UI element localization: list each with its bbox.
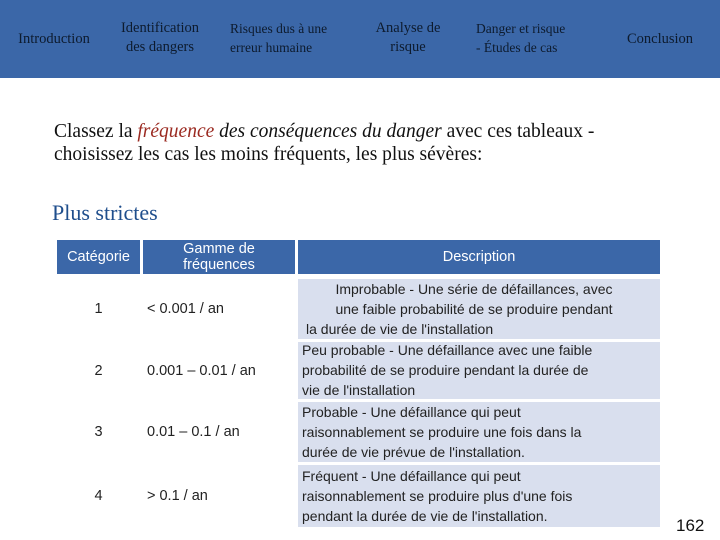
nav-analyse-de-risque[interactable]: [362, 19, 454, 57]
description-line: Probable - Une défaillance qui peut: [302, 404, 521, 420]
slide-heading: [54, 120, 634, 166]
nav-label-line-2: risque: [390, 39, 426, 55]
description-line: une faible probabilité de se produire pendant: [335, 301, 613, 317]
heading-italic: des conséquences du danger: [219, 121, 442, 142]
heading-part-3: avec ces tableaux - choisissez les cas les moins fréquents, les plus sévères:: [54, 121, 595, 165]
nav-identification-des-dangers[interactable]: [108, 19, 212, 57]
description-line: vie de l'installation: [302, 382, 416, 398]
nav-label-line-2: des dangers: [125, 39, 195, 55]
page-number: 162: [676, 516, 705, 535]
row-2-frequency: 0.001 – 0.01 / an: [147, 362, 256, 379]
row-4-description: [298, 465, 660, 527]
row-1-description: [298, 278, 660, 340]
heading-part-1: Classez la: [54, 121, 138, 142]
description-line: raisonnablement se produire plus d'une fois: [302, 488, 573, 504]
header-description: Description: [298, 240, 660, 274]
header-frequency: Gamme de fréquences: [143, 240, 295, 274]
nav-conclusion-label: Conclusion: [626, 31, 694, 47]
row-2-description: [298, 340, 660, 400]
description-line: la durée de vie de l'installation: [306, 321, 494, 337]
row-4-category: 4: [94, 488, 103, 504]
description-line: Improbable - Une série de défaillances, avec: [335, 281, 613, 297]
description-line: Peu probable - Une défaillance avec une faible: [302, 342, 593, 358]
row-4-frequency: > 0.1 / an: [147, 488, 208, 504]
description-line: durée de vie prévue de l'installation.: [302, 444, 525, 460]
description-line: pendant la durée de vie de l'installation.: [302, 508, 548, 524]
nav-label-line-2: - Études de cas: [476, 40, 558, 55]
nav-label-line-2: erreur humaine: [230, 40, 313, 55]
row-1-category: 1: [94, 301, 103, 317]
nav-label-line-1: Identification: [120, 20, 200, 36]
nav-introduction-label: Introduction: [18, 31, 90, 47]
row-2-category: 2: [94, 362, 103, 379]
description-line: probabilité de se produire pendant la durée de: [302, 362, 589, 378]
nav-label-line-1: Danger et risque: [476, 21, 566, 36]
header-category: Catégorie: [57, 240, 140, 274]
row-1-frequency: < 0.001 / an: [147, 301, 224, 317]
row-3-description: [298, 402, 660, 462]
nav-conclusion[interactable]: [610, 30, 710, 49]
slide-subtitle: Plus strictes: [52, 200, 158, 225]
row-3-category: 3: [94, 424, 103, 440]
description-line: Fréquent - Une défaillance qui peut: [302, 468, 521, 484]
row-3-frequency: 0.01 – 0.1 / an: [147, 424, 240, 440]
heading-emphasis: fréquence: [137, 121, 215, 142]
nav-label-line-1: Analyse de: [375, 20, 441, 36]
nav-danger-et-risque-etudes[interactable]: [476, 19, 606, 57]
top-navigation-bar: [0, 0, 720, 78]
nav-risques-erreur-humaine[interactable]: [230, 19, 358, 57]
description-line: raisonnablement se produire une fois dans la: [302, 424, 582, 440]
nav-introduction[interactable]: [4, 30, 104, 49]
nav-label-line-1: Risques dus à une: [230, 21, 328, 36]
